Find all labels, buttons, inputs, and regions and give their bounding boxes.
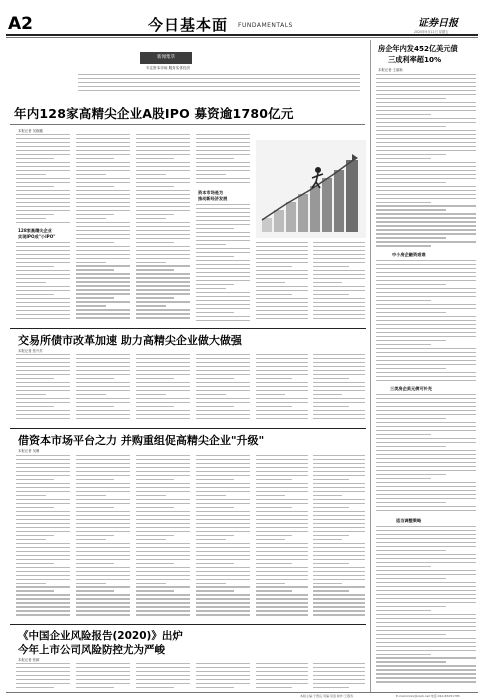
article4-col-5 — [256, 663, 308, 691]
article4-col-6 — [313, 663, 365, 691]
lead-col-3 — [136, 134, 190, 324]
sidebar-col-1b — [376, 260, 476, 384]
article3-col-6 — [313, 455, 365, 621]
article2-col-5 — [256, 354, 308, 424]
illustration — [256, 140, 366, 238]
footer-phone: E-mail:zmzx@zqrb.net 电话:010-83251785 — [396, 694, 460, 698]
article2-col-6 — [313, 354, 365, 424]
article3-headline: 借资本市场平台之力 并购重组促高精尖企业"升级" — [18, 434, 265, 447]
sidebar-headline-2: 三成利率超10% — [388, 55, 442, 64]
article3-col-5 — [256, 455, 308, 621]
section-title: 今日基本面 — [148, 16, 229, 34]
page-label: A2 — [8, 14, 33, 34]
footer-editor: 本版主编:于德良 责编:吴澍 制作:王敬涛 — [300, 694, 353, 698]
lead-subhead-2: 资本市场是为 — [198, 190, 224, 195]
lead-subhead-2b: 推动新经济发展 — [198, 196, 228, 201]
section-title-en: FUNDAMENTALS — [238, 22, 293, 29]
article2-byline: 本报记者 张兴苏 — [18, 349, 43, 353]
article2-col-4 — [196, 354, 250, 424]
article4-byline: 本报记者 张颖 — [18, 658, 40, 662]
article4-col-2 — [76, 663, 130, 691]
article3-col-3 — [136, 455, 190, 621]
sidebar-headline-1: 房企年内发452亿美元债 — [378, 44, 458, 53]
banner-caption: 专注资本市场 服务实体经济 — [145, 66, 191, 70]
lead-col-2 — [76, 134, 130, 324]
article2-headline: 交易所债市改革加速 助力高精尖企业做大做强 — [18, 334, 242, 347]
lead-col-4b — [196, 204, 250, 324]
lead-byline: 本报记者 吴晓璐 — [18, 129, 43, 133]
lead-headline: 年内128家高精尖企业A股IPO 募资逾1780亿元 — [14, 106, 294, 121]
article3-col-4 — [196, 455, 250, 621]
sidebar-col-1a — [376, 74, 476, 250]
article2-col-1 — [16, 354, 70, 424]
article2-col-3 — [136, 354, 190, 424]
lead-subhead-1b: 实现IPO成"小IPO" — [18, 234, 56, 239]
sidebar-subhead-2: 三类房企美元债可补充 — [390, 386, 432, 391]
article4-col-1 — [16, 663, 70, 691]
lead-col-6 — [313, 242, 365, 324]
article3-byline: 本报记者 吴珊 — [18, 449, 40, 453]
article4-col-4 — [196, 663, 250, 691]
intro-text — [78, 74, 360, 96]
lead-col-4a — [196, 134, 250, 188]
banner-badge: 新闻集萃 — [140, 52, 192, 64]
article4-col-3 — [136, 663, 190, 691]
article2-col-2 — [76, 354, 130, 424]
sidebar-subhead-1: 中小房企融资艰难 — [392, 252, 426, 257]
paper-logo: 证券日报 — [418, 18, 458, 29]
article3-col-1 — [16, 455, 70, 621]
sidebar-col-1c — [376, 394, 476, 514]
lead-col-5 — [256, 242, 308, 324]
article4-headline-1: 《中国企业风险报告(2020)》出炉 — [18, 630, 183, 642]
lead-col-1 — [16, 134, 70, 226]
sidebar-byline: 本报记者 王丽新 — [378, 68, 403, 72]
sidebar-subhead-3: 适当调整策略 — [396, 518, 422, 523]
article3-col-2 — [76, 455, 130, 621]
date-line: 2020年9月11日 星期五 — [414, 30, 449, 34]
sidebar-col-1d — [376, 526, 476, 688]
lead-subhead-1: 128家高精尖企业 — [18, 228, 52, 233]
lead-col-1b — [16, 242, 70, 324]
article4-headline-2: 今年上市公司风险防控尤为严峻 — [18, 644, 165, 656]
